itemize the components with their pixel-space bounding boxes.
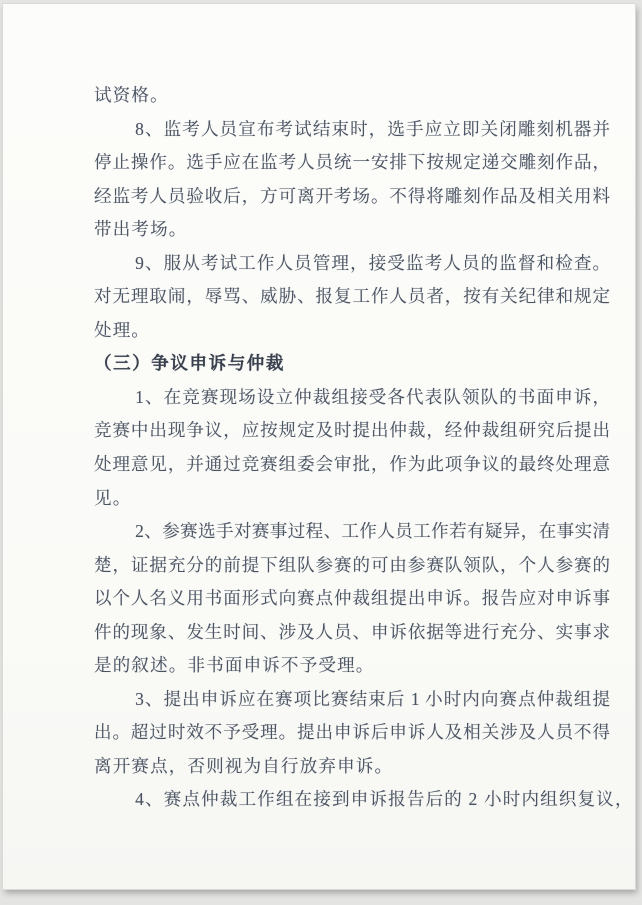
text-line: 楚，证据充分的前提下组队参赛的可由参赛队领队，个人参赛的 [94, 554, 610, 575]
text-line: 8、监考人员宣布考试结束时，选手应立即关闭雕刻机器并 [135, 118, 610, 139]
text-line: 处理意见，并通过竞赛组委会审批，作为此项争议的最终处理意 [94, 454, 610, 475]
text-line: 停止操作。选手应在监考人员统一安排下按规定递交雕刻作品， [94, 152, 610, 173]
text-line: 3、提出申诉应在赛项比赛结束后 1 小时内向赛点仲裁组提 [135, 688, 610, 709]
paper-sheet [3, 4, 635, 889]
section-heading: （三）争议申诉与仲裁 [94, 353, 285, 374]
text-line: 经监考人员验收后，方可离开考场。不得将雕刻作品及相关用料 [94, 185, 610, 206]
text-line: 1、在竞赛现场设立仲裁组接受各代表队领队的书面申诉， [135, 386, 610, 407]
text-line: 离开赛点，否则视为自行放弃申诉。 [94, 755, 394, 776]
text-line: 出。超过时效不予受理。提出申诉后申诉人及相关涉及人员不得 [94, 722, 610, 743]
text-line: 试资格。 [94, 85, 169, 105]
text-line: 见。 [94, 487, 132, 508]
text-line: 4、赛点仲裁工作组在接到申诉报告后的 2 小时内组织复议， [135, 789, 634, 810]
text-line: 是的叙述。非书面申诉不予受理。 [94, 655, 375, 676]
text-line: 竞赛中出现争议，应按规定及时提出仲裁，经仲裁组研究后提出 [94, 420, 610, 441]
text-line: 2、参赛选手对赛事过程、工作人员工作若有疑异，在事实清 [135, 521, 610, 542]
document-body [94, 79, 634, 817]
text-line: 对无理取闹，辱骂、威胁、报复工作人员者，按有关纪律和规定 [94, 286, 610, 307]
text-line: 处理。 [94, 319, 151, 340]
text-line: 带出考场。 [94, 219, 188, 240]
text-line: 9、服从考试工作人员管理，接受监考人员的监督和检查。 [135, 252, 610, 273]
text-line: 件的现象、发生时间、涉及人员、申诉依据等进行充分、实事求 [94, 621, 610, 642]
text-line: 以个人名义用书面形式向赛点仲裁组提出申诉。报告应对申诉事 [94, 588, 610, 609]
